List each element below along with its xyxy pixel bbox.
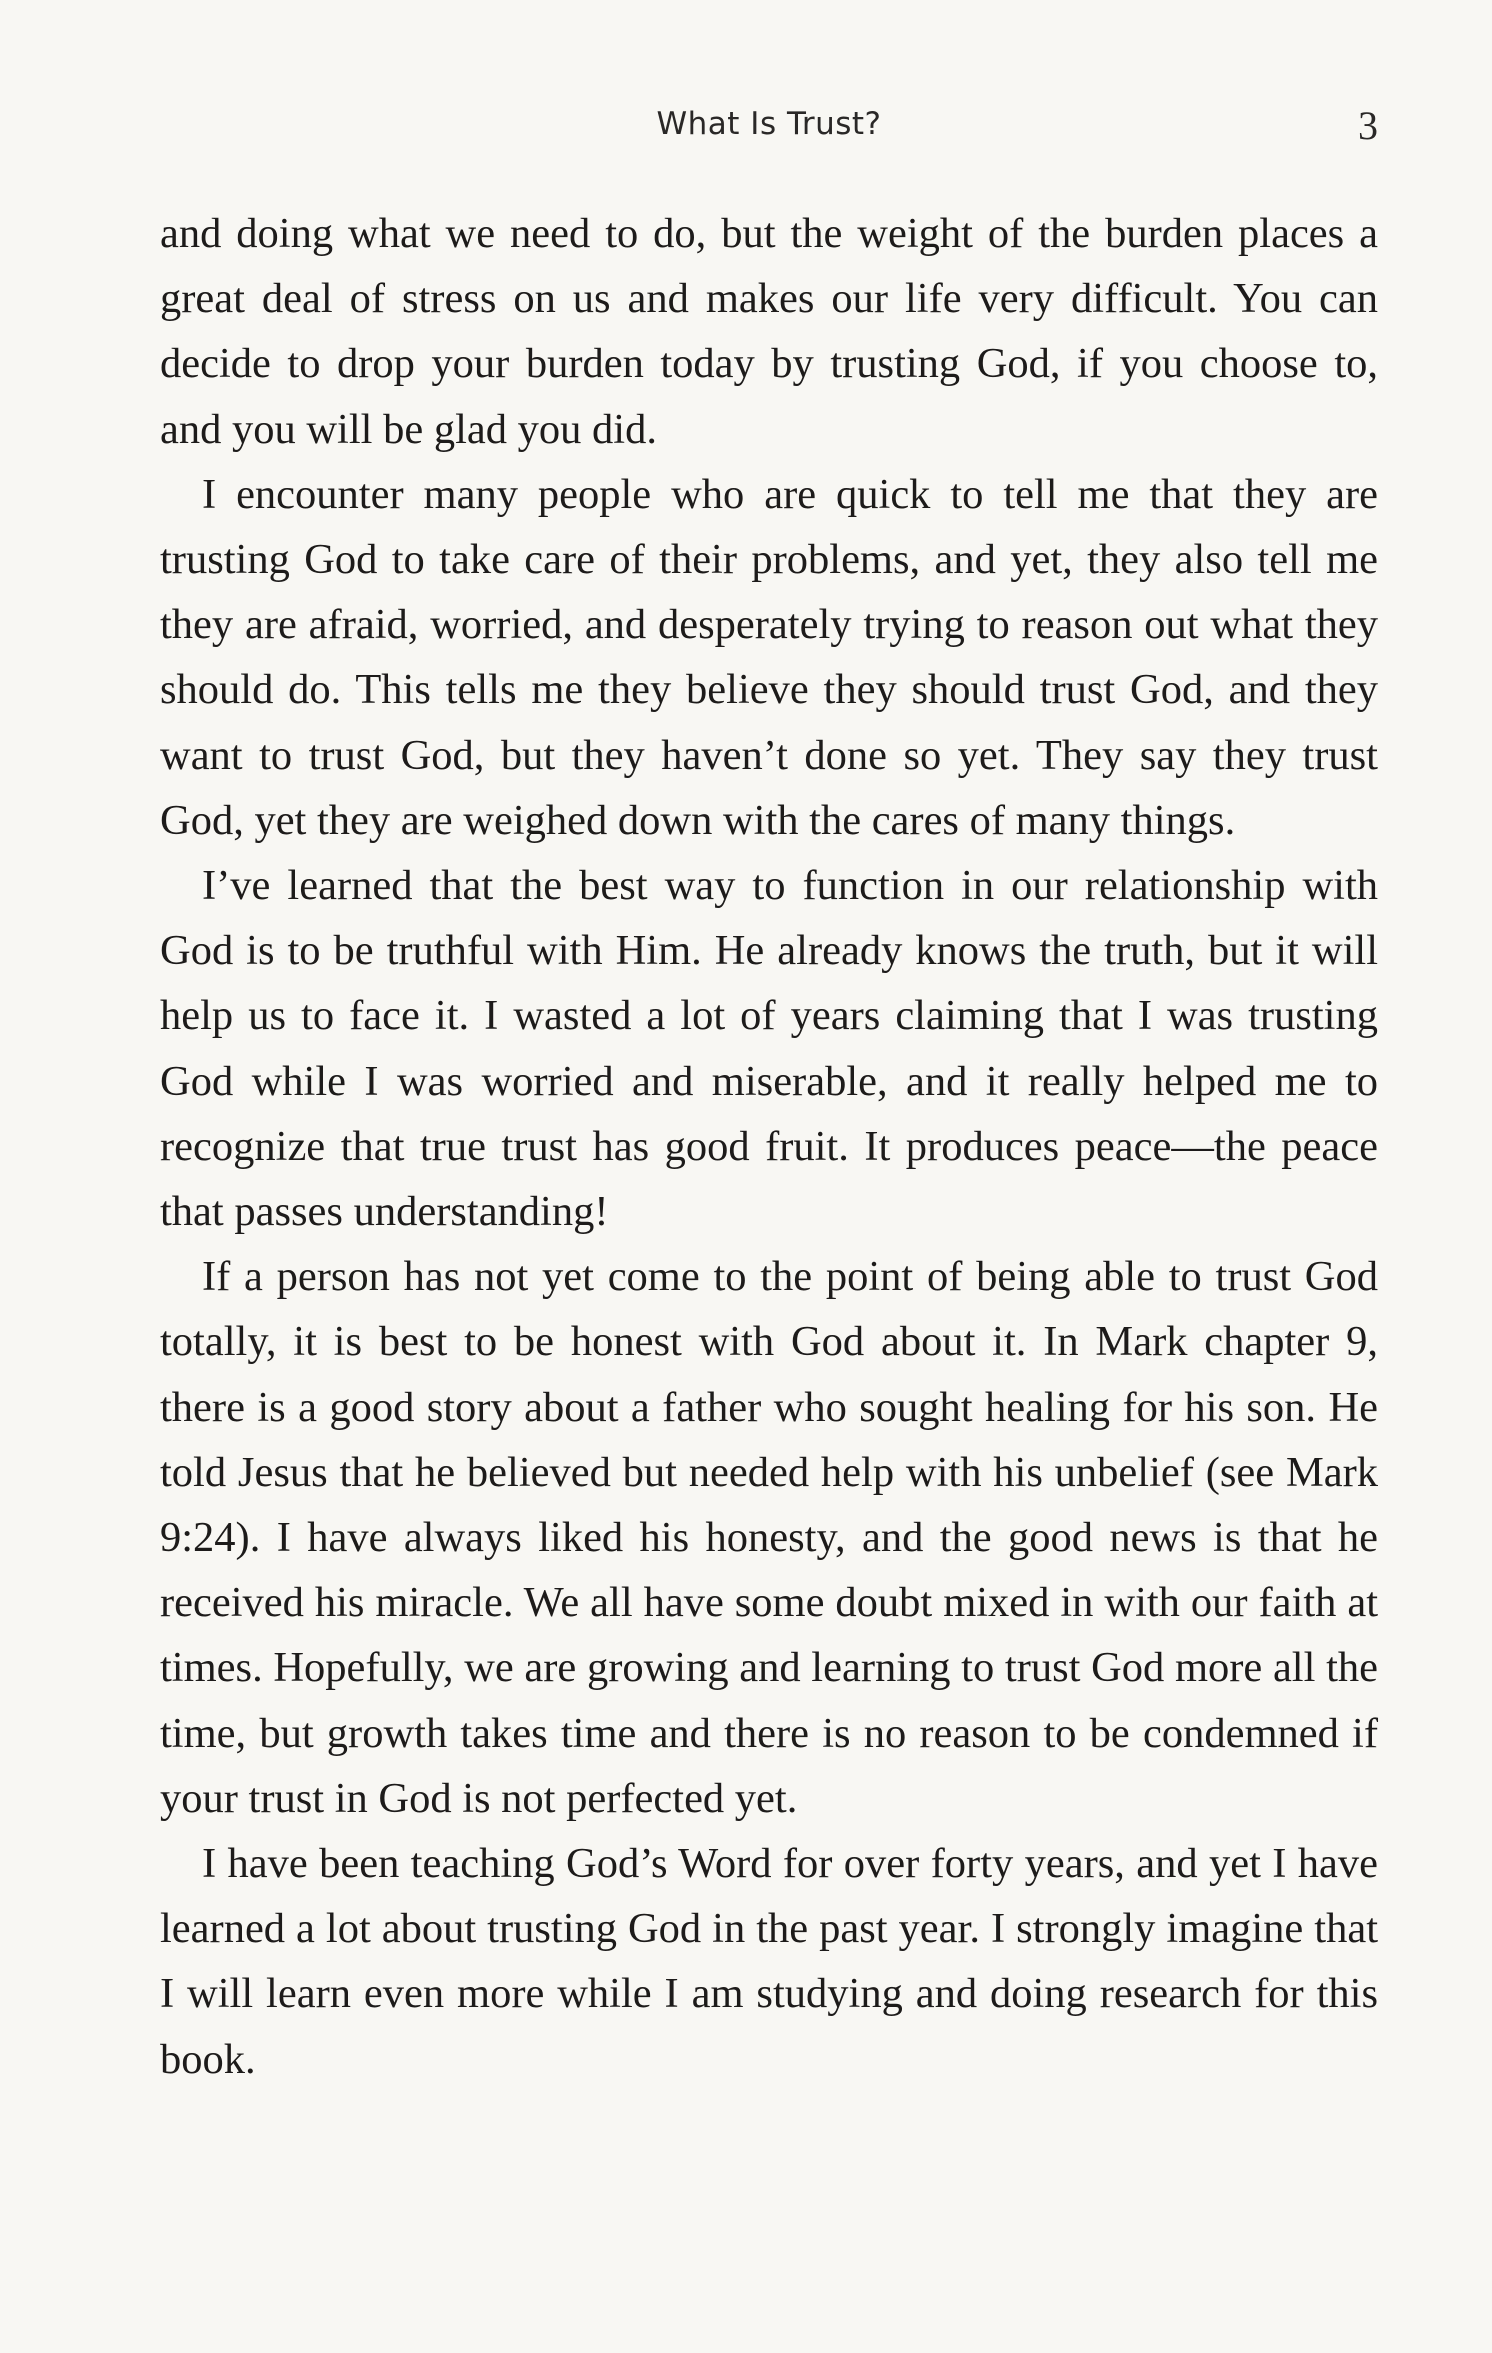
paragraph-2: I encounter many people who are quick to tell me that they are trusting God to take care of their problems, and yet, they also tell me they are afraid, worried, and desperately trying to reason out what they should do. This tells me they believe they should trust God, and they want to trust God, but they haven’t done so yet. They say they trust God, yet they are weighed down with the cares of many things. xyxy=(160,470,1378,844)
page-number: 3 xyxy=(1358,103,1378,148)
running-title: What Is Trust? xyxy=(656,106,882,142)
body-text xyxy=(160,201,1378,2092)
paragraph-5: I have been teaching God’s Word for over forty years, and yet I have learned a lot about trusting God in the past year. I strongly imagine that I will learn even more while I am studying and doing research for this book. xyxy=(160,1840,1378,2083)
paragraph-1: and doing what we need to do, but the weight of the burden places a great deal of stress on us and makes our life very difficult. You can decide to drop your burden today by trusting God, if you choose to, and you will be glad you did. xyxy=(160,210,1378,453)
paragraph-4: If a person has not yet come to the point of being able to trust God totally, it is best to be honest with God about it. In Mark chapter 9, there is a good story about a father who sought healing for his son. He told Jesus that he believed but needed help with his unbelief (see Mark 9:24). I have always liked his honesty, and the good news is that he received his miracle. We all have some doubt mixed in with our faith at times. Hopefully, we are growing and learning to trust God more all the time, but growth takes time and there is no reason to be condemned if your trust in God is not perfected yet. xyxy=(160,1253,1378,1822)
running-head xyxy=(160,103,1378,156)
paragraph-3: I’ve learned that the best way to function in our relationship with God is to be truthful with Him. He already knows the truth, but it will help us to face it. I wasted a lot of years claiming that I was trusting God while I was worried and miserable, and it really helped me to recognize that true trust has good fruit. It produces peace—the peace that passes understanding! xyxy=(160,862,1378,1236)
